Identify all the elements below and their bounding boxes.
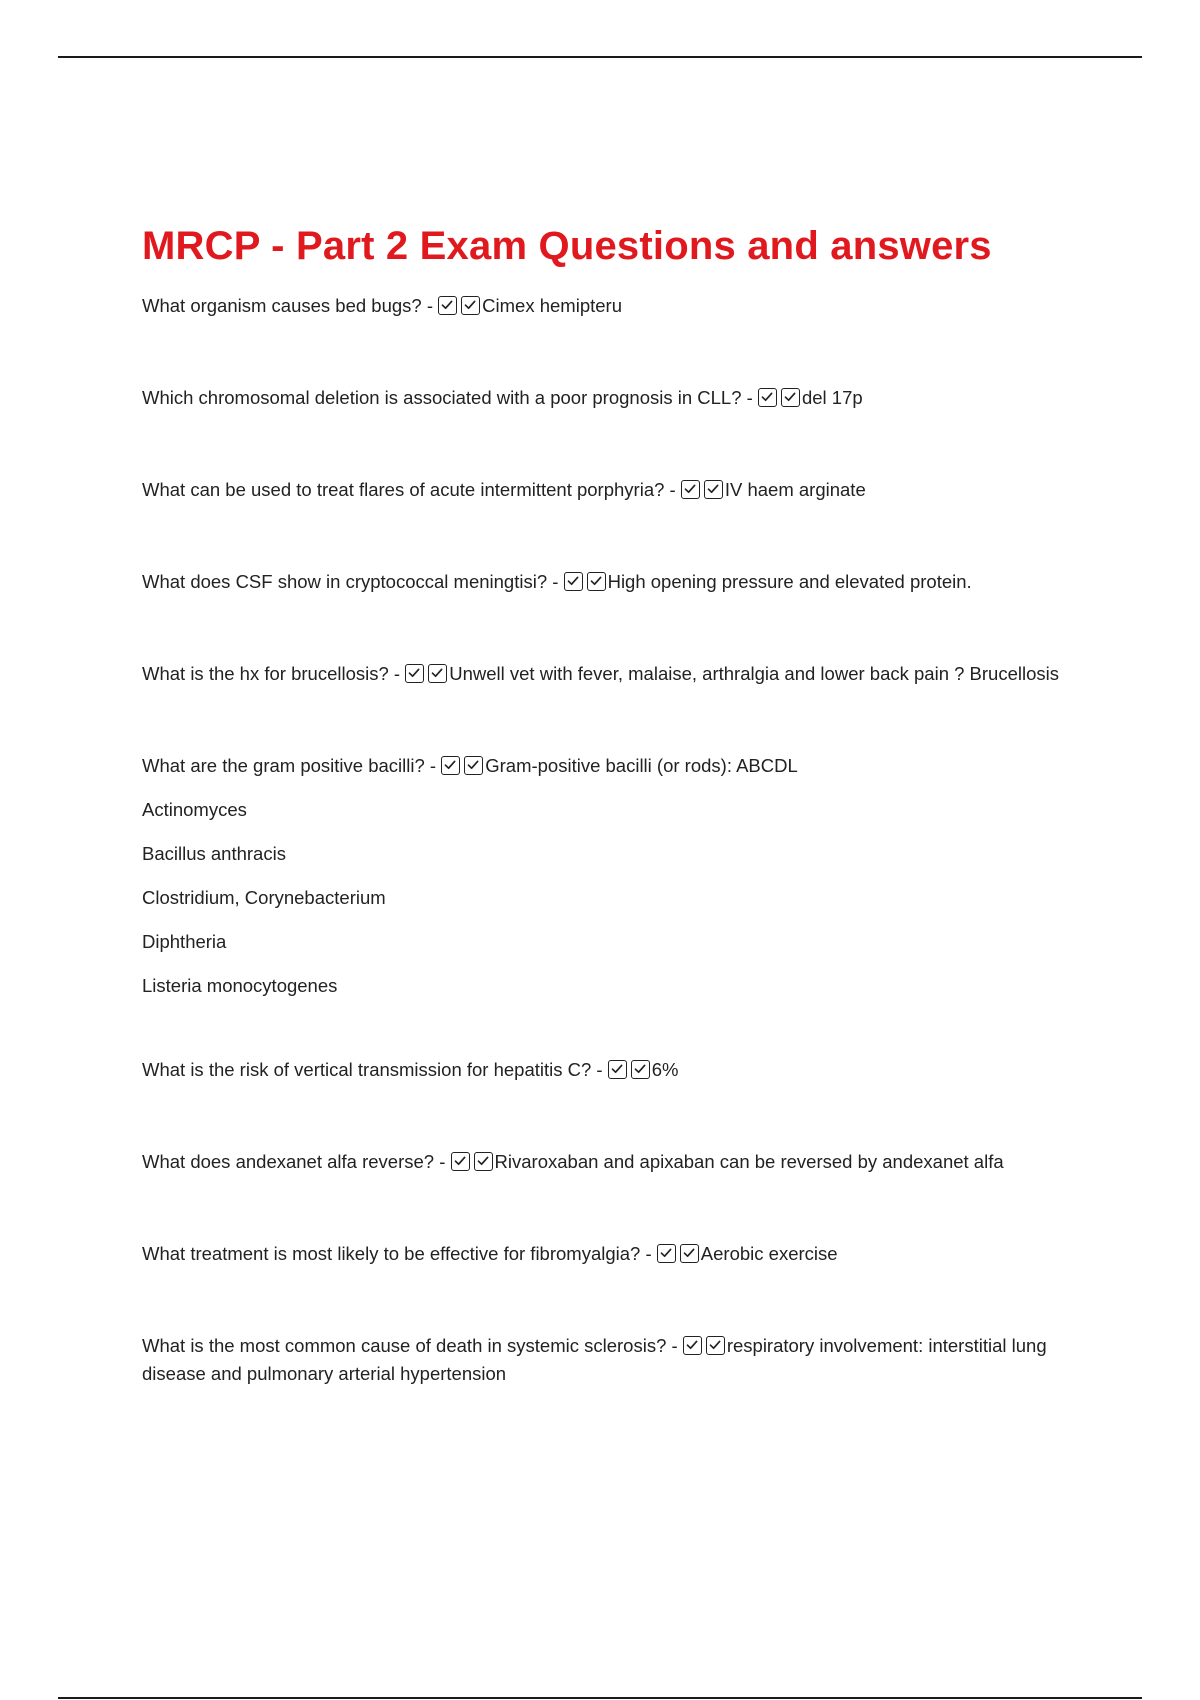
document-body	[142, 218, 1062, 1388]
answer-text: Aerobic exercise	[700, 1243, 838, 1264]
qa-item	[142, 384, 1062, 412]
checkbox-check-icon	[564, 572, 583, 591]
checkbox-check-icon	[587, 572, 606, 591]
answer-text: respiratory involvement: interstitial lung disease and pulmonary arterial hypertension	[142, 1335, 1047, 1384]
checkbox-check-icon	[781, 388, 800, 407]
answer-list-item: Actinomyces	[142, 799, 247, 820]
qa-item	[142, 568, 1062, 596]
checkbox-check-icon	[428, 664, 447, 683]
checkbox-check-icon	[451, 1152, 470, 1171]
checkbox-check-icon	[441, 756, 460, 775]
question-text: Which chromosomal deletion is associated with a poor prognosis in CLL?	[142, 387, 742, 408]
question-text: What is the most common cause of death in systemic sclerosis?	[142, 1335, 667, 1356]
answer-list-item: Listeria monocytogenes	[142, 975, 338, 996]
answer-text: Cimex hemipteru	[482, 295, 622, 316]
qa-item	[142, 752, 1062, 780]
checkbox-check-icon	[405, 664, 424, 683]
answer-list-item: Diphtheria	[142, 931, 227, 952]
question-text: What does CSF show in cryptococcal meningtisi?	[142, 571, 548, 592]
checkbox-check-icon	[704, 480, 723, 499]
qa-item	[142, 1148, 1062, 1176]
answer-list-item: Bacillus anthracis	[142, 843, 286, 864]
answer-text: del 17p	[801, 387, 863, 408]
question-text: What can be used to treat flares of acute intermittent porphyria?	[142, 479, 665, 500]
question-answer-separator: -	[664, 479, 681, 500]
question-answer-separator: -	[424, 755, 442, 776]
qa-item	[142, 292, 1062, 320]
question-text: What is the risk of vertical transmission for hepatitis C?	[142, 1059, 592, 1080]
answer-text: Gram-positive bacilli (or rods): ABCDL	[485, 755, 798, 776]
checkbox-check-icon	[706, 1336, 725, 1355]
qa-item	[142, 660, 1062, 688]
answer-text: High opening pressure and elevated protein.	[607, 571, 972, 592]
question-answer-separator: -	[434, 1151, 451, 1172]
checkbox-check-icon	[631, 1060, 650, 1079]
answer-text: Unwell vet with fever, malaise, arthralgia and lower back pain ? Brucellosis	[449, 663, 1059, 684]
checkbox-check-icon	[680, 1244, 699, 1263]
checkbox-check-icon	[758, 388, 777, 407]
question-answer-separator: -	[591, 1059, 608, 1080]
question-answer-separator: -	[666, 1335, 683, 1356]
answer-text: IV haem arginate	[724, 479, 866, 500]
question-answer-separator: -	[421, 295, 439, 316]
question-text: What organism causes bed bugs?	[142, 295, 422, 316]
checkbox-check-icon	[681, 480, 700, 499]
answer-list-item: Clostridium, Corynebacterium	[142, 887, 386, 908]
qa-item	[142, 1332, 1062, 1388]
answer-text: Rivaroxaban and apixaban can be reversed by andexanet alfa	[494, 1151, 1004, 1172]
checkbox-check-icon	[464, 756, 483, 775]
question-answer-separator: -	[388, 663, 406, 684]
qa-list	[142, 292, 1062, 1388]
question-answer-separator: -	[741, 387, 758, 408]
question-text: What is the hx for brucellosis?	[142, 663, 389, 684]
checkbox-check-icon	[461, 296, 480, 315]
checkbox-check-icon	[438, 296, 457, 315]
checkbox-check-icon	[683, 1336, 702, 1355]
checkbox-check-icon	[608, 1060, 627, 1079]
question-text: What are the gram positive bacilli?	[142, 755, 425, 776]
document-title: MRCP - Part 2 Exam Questions and answers	[142, 224, 992, 268]
bottom-rule	[58, 1697, 1142, 1699]
checkbox-check-icon	[657, 1244, 676, 1263]
qa-item	[142, 476, 1062, 504]
answer-text: 6%	[651, 1059, 679, 1080]
question-answer-separator: -	[547, 571, 564, 592]
question-answer-separator: -	[640, 1243, 657, 1264]
checkbox-check-icon	[474, 1152, 493, 1171]
qa-item	[142, 1056, 1062, 1084]
qa-item	[142, 1240, 1062, 1268]
question-text: What does andexanet alfa reverse?	[142, 1151, 435, 1172]
top-rule	[58, 56, 1142, 58]
question-text: What treatment is most likely to be effective for fibromyalgia?	[142, 1243, 641, 1264]
